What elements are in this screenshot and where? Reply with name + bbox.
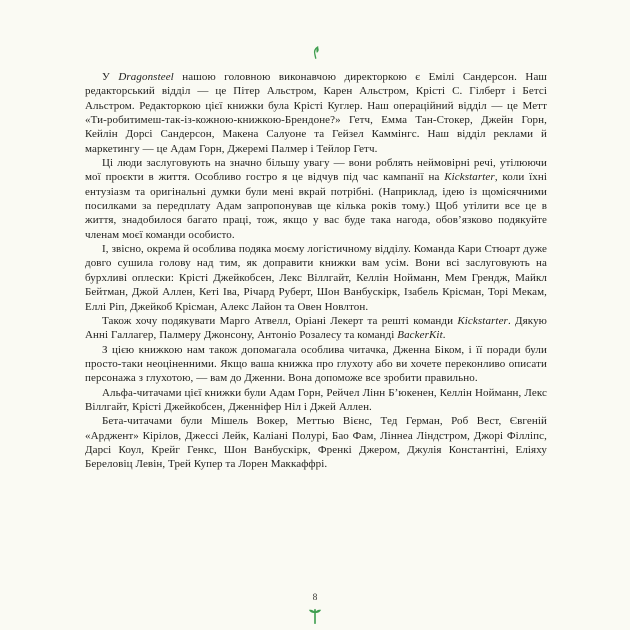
text-block [85,70,547,472]
text-run: Альфа-читачами цієї книжки були Адам Горн, Рейчел Лінн Б’юкенен, Келлін Нойманн, Лекс Віллгайт, Крісті Джейкобсен, Дженніфер Ніл і Джей Аллен. [85,386,547,413]
paragraph [85,386,547,415]
ornament-top [0,45,630,61]
text-run: Ці люди заслуговують на значно більшу увагу — вони роблять неймовірні речі, утілюючи мої проєкти в життя. Особливо гостро я це відчув під час кампанії на [85,157,547,184]
italic-text-run: BackerKit [397,329,443,342]
italic-text-run: Dragonsteel [118,71,174,83]
text-run: , коли їхні ентузіазм та оригінальні думки були мені вкрай потрібні. (Наприклад, ідею із щомісячними посилками за передплату Адам запропонував ще кілька років тому.) Щоб утілити все це в життя, знадобилося багато праці, тож, якщо у вас буде така нагода, обов’язково подякуйте членам моєї команди особисто. [85,171,547,241]
page-number: 8 [312,593,318,603]
paragraph [85,343,547,386]
sprout-up-icon [306,607,324,625]
paragraph [85,314,547,343]
sprout-down-icon [308,45,323,61]
text-run: нашою головною виконавчою директоркою є Емілі Сандерсон. Наш редакторський відділ — це Пітер Альстром, Карен Альстром, Крісті С. Гілберт і Бетсі Альстром. Редакторкою цієї книжки була Крісті Куглер. Наш операційний відділ — це Метт «Ти-робитимеш-так-із-кожною-книжкою-Брендоне?» Гетч, Емма Тан-Стокер, Джейн Горн, Кейлін Дорсі Сандерсон, Макена Салуоне та Гейзел Каммінгс. Наш відділ реклами й маркетингу — це Адам Горн, Джеремі Палмер і Тейлор Гетч. [85,71,547,155]
paragraph [85,242,547,314]
paragraph [85,414,547,471]
italic-text-run: Kickstarter [457,314,508,327]
paragraph [85,156,547,242]
paragraph [85,70,547,156]
text-run: Також хочу подякувати Марго Атвелл, Оріані Лекерт та решті команди [102,314,458,327]
ornament-bottom [0,607,630,625]
text-run: Бета-читачами були Мішель Вокер, Меттью Вієнс, Тед Герман, Роб Вест, Євгеній «Арджент» Кірілов, Джессі Лейк, Каліані Полурі, Бао Фам, Ліннеа Ліндстром, Джорі Філліпс, Дарсі Коул, Крейг Генкс, Шон Ванбускірк, Френкі Джером, Джулія Константіні, Еліяху Береловіц Левін, Трей Купер та Лорен Маккаффрі. [85,415,547,471]
text-run: . [442,329,446,342]
italic-text-run: Kickstarter [444,171,495,184]
text-run: У [102,71,119,83]
text-run: З цією книжкою нам також допомагала особлива читачка, Дженна Біком, і її поради були просто-таки неоціненними. Якщо ваша книжка про глухоту або ви хочете переконливо описати персонажа з глухотою, — вам до Дженни. Вона допоможе все зробити правильно. [85,343,547,385]
text-run: . Дякую Анні Галлагер, Палмеру Джонсону, Антоніо Розалесу та команді [85,314,548,342]
text-run: І, звісно, окрема й особлива подяка моєму логістичному відділу. Команда Кари Стюарт дуже довго сушила голову над тим, як доправити книжки вам усім. Вони всі заслуговують на бурхливі оплески: Крісті Джейкобсен, Лекс Віллгайт, Келлін Нойманн, Мем Грендж, Майкл Бейтман, Джой Аллен, Кеті Іва, Річард Руберт, Шон Ванбускірк, Ізабель Крісман, Торі Мекам, Еллі Ріп, Джейкоб Крісман, Алекс Лайон та Овен Новлтон. [85,243,547,313]
